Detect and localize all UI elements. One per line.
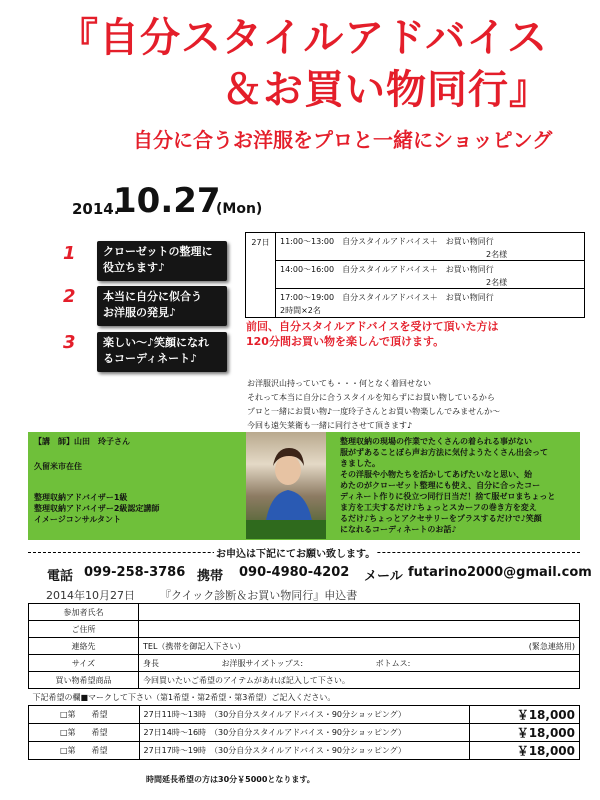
schedule-day: 27日: [246, 233, 276, 317]
instructor-qualifications: [34, 492, 159, 525]
bio-line: 整理収納の現場の作業でたくさんの着られる事がない: [340, 437, 532, 446]
note-line: 120分間お買い物を楽しんで頂けます。: [246, 335, 445, 348]
application-form: [28, 603, 580, 760]
option-row: [29, 724, 579, 742]
form-title: 『クイック診断＆お買い物同行』申込書: [160, 589, 358, 602]
table-row: [29, 638, 580, 655]
option-desc: （30分自分スタイルアドバイス・90分ショッピング）: [214, 728, 406, 737]
bio-line: になれるコーディネートのお話♪: [340, 525, 457, 534]
intro-line: プロと一緒にお買い物♪一度玲子さんとお買い物楽しんでみませんか～: [247, 407, 501, 416]
tops-size-label: お洋服サイズトップス:: [221, 658, 304, 668]
point-text: るコーディネート♪: [103, 352, 198, 365]
option-price: ￥18,000: [469, 706, 579, 724]
point-text: 本当に自分に似合う: [103, 290, 202, 303]
qualification: イメージコンサルタント: [34, 515, 122, 524]
table-row: [29, 672, 580, 689]
schedule-time: 17:00～19:00 自分スタイルアドバイス＋ お買い物同行: [280, 293, 494, 302]
intro-text: [247, 377, 500, 433]
event-date: 10.27: [113, 181, 221, 221]
point-number: 2: [63, 286, 76, 307]
schedule-time: 14:00～16:00 自分スタイルアドバイス＋ お買い物同行: [280, 265, 494, 274]
bio-line: めたのがクローゼット整理にも使え、自分に合ったコー: [340, 481, 541, 490]
bio-line: その洋服や小物たちを活かしてあげたいなと思い、始: [340, 470, 532, 479]
item-field[interactable]: 今回買いたいご希望のアイテムがあれば記入して下さい。: [139, 672, 580, 689]
schedule-capacity: 2時間×2名: [280, 306, 321, 315]
option-desc: （30分自分スタイルアドバイス・90分ショッピング）: [214, 710, 406, 719]
bio-line: ディネート作りに役立つ同行日当だ！捨て服ゼロまちょっと: [340, 492, 556, 501]
preference-checkbox[interactable]: □第 希望: [29, 742, 139, 760]
option-time: 27日14時～16時: [143, 728, 207, 737]
field-label: 連絡先: [29, 638, 139, 655]
schedule-time: 11:00～13:00 自分スタイルアドバイス＋ お買い物同行: [280, 237, 494, 246]
options-cell: [29, 706, 580, 760]
height-label: 身長: [143, 658, 159, 668]
preference-checkbox[interactable]: □第 希望: [29, 724, 139, 742]
table-row: [29, 706, 580, 760]
event-weekday: (Mon): [216, 201, 263, 217]
preference-checkbox[interactable]: □第 希望: [29, 706, 139, 724]
options-table: [29, 706, 579, 759]
title-line-1: 『自分スタイルアドバイス: [58, 15, 548, 61]
field-label: ご住所: [29, 621, 139, 638]
instructor-photo: [246, 432, 326, 539]
repeat-customer-note: [246, 319, 498, 349]
option-detail: [139, 724, 469, 742]
contact-field[interactable]: [139, 638, 580, 655]
schedule-capacity: 2名様: [486, 250, 508, 259]
option-desc: （30分自分スタイルアドバイス・90分ショッピング）: [214, 746, 406, 755]
table-row: [29, 604, 580, 621]
address-field[interactable]: [139, 621, 580, 638]
point-text: 楽しい～♪笑顔になれ: [103, 336, 210, 349]
table-row: [29, 689, 580, 706]
qualification: 整理収納アドバイザー2級認定講師: [34, 504, 160, 513]
choice-note: 下記希望の欄■マークして下さい（第1希望・第2希望・第3希望）ご記入ください。: [32, 692, 336, 702]
title-line-2: ＆お買い物同行』: [222, 67, 550, 113]
bio-line: きました。: [340, 459, 380, 468]
name-field[interactable]: [139, 604, 580, 621]
option-row: [29, 706, 579, 724]
instructor-heading: 【講 師】山田 玲子さん: [34, 437, 130, 446]
intro-line: 今回も遠矢莱衛も一緒に同行させて頂きます♪: [247, 421, 413, 430]
option-time: 27日17時～19時: [143, 746, 207, 755]
instructor-residence: 久留米市在住: [34, 462, 82, 471]
contact-hint: TEL（携帯を御記入下さい）: [143, 641, 246, 651]
point-text: お洋服の発見♪: [103, 306, 177, 319]
field-label: サイズ: [29, 655, 139, 672]
schedule-capacity: 2名様: [486, 278, 508, 287]
field-label: 参加者氏名: [29, 604, 139, 621]
table-row: [29, 621, 580, 638]
mobile-label: 携帯: [197, 569, 224, 584]
bio-line: 服がずあることぽら声お方法に気付ようたくさん出会って: [340, 448, 548, 457]
schedule-row: [276, 261, 584, 289]
qualification: 整理収納アドバイザー1級: [34, 493, 128, 502]
point-text: 役立ちます♪: [103, 261, 166, 274]
note-line: 前回、自分スタイルアドバイスを受けて頂いた方は: [246, 320, 499, 333]
bio-line: ま方を工夫するだけ♪ちょっとスカーフの巻き方を変え: [340, 503, 537, 512]
form-date: 2014年10月27日: [46, 589, 135, 602]
apply-notice: お申込は下記にてお願い致します。: [214, 545, 377, 560]
tel-label: 電話: [47, 569, 74, 584]
point-box: [97, 241, 227, 281]
size-field[interactable]: [139, 655, 580, 672]
schedule-table: [245, 232, 585, 318]
schedule-row: [276, 289, 584, 317]
field-label: 買い物希望商品: [29, 672, 139, 689]
point-number: 3: [63, 332, 76, 353]
mail-address: futarino2000@gmail.com: [408, 565, 592, 580]
option-detail: [139, 706, 469, 724]
extension-note: 時間延長希望の方は30分￥5000となります。: [146, 775, 315, 784]
intro-line: お洋服沢山持っていても・・・何となく着回せない: [247, 379, 431, 388]
option-detail: [139, 742, 469, 760]
subtitle: 自分に合うお洋服をプロと一緒にショッピング: [133, 128, 553, 152]
point-text: クローゼットの整理に: [103, 245, 213, 258]
point-box: [97, 286, 227, 326]
bottoms-size-label: ボトムス:: [375, 658, 411, 668]
bio-line: るだけ♪ちょっとアクセサリーをプラスするだけで♪笑顔: [340, 514, 542, 523]
mail-label: メール: [364, 569, 403, 584]
tel-number: 099-258-3786: [84, 565, 186, 580]
instructor-bio: [340, 436, 580, 535]
option-price: ￥18,000: [469, 724, 579, 742]
contact-extra: (緊急連絡用): [528, 641, 575, 651]
schedule-row: [276, 233, 584, 261]
intro-line: それって本当に自分に合うスタイルを知らずにお買い物しているから: [247, 393, 495, 402]
point-number: 1: [63, 243, 76, 264]
option-time: 27日11時～13時: [143, 710, 207, 719]
option-price: ￥18,000: [469, 742, 579, 760]
mobile-number: 090-4980-4202: [239, 565, 350, 580]
event-year: 2014.: [72, 200, 120, 218]
point-box: [97, 332, 227, 372]
option-row: [29, 742, 579, 760]
table-row: [29, 655, 580, 672]
